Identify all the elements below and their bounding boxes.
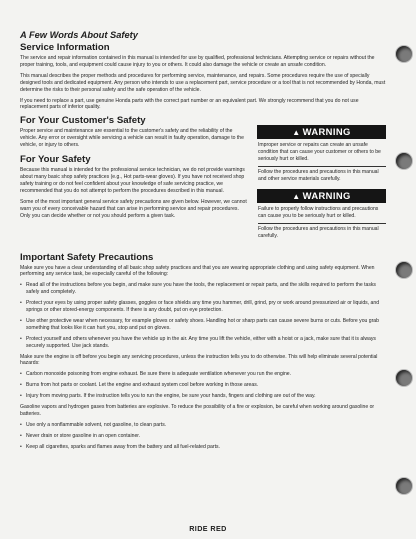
customer-safety-paragraph: Proper service and maintenance are essential to the customer's safety and the reliability of the vehicle. Any error or oversight while servicing a vehicle can result in faulty operation, damage to the vehicle, or injury to others. (20, 128, 244, 149)
warnings-column (257, 115, 386, 246)
list-item: • Carbon monoxide poisoning from engine exhaust. Be sure there is adequate ventilation whenever you run the engine. (20, 371, 386, 378)
section-heading-precautions: Important Safety Precautions (20, 251, 154, 263)
list-item: • Keep all cigarettes, sparks and flames away from the battery and all fuel-related parts. (20, 444, 386, 451)
precautions-intro: Make sure you have a clear understanding of all basic shop safety practices and that you are wearing appropriate clothing and using safety equipment. When performing any service task, be especially careful of the following: (20, 264, 375, 278)
safety-left-column (20, 115, 250, 246)
list-item: • Use only a nonflammable solvent, not gasoline, to clean parts. (20, 422, 386, 429)
binder-hole-icon (396, 153, 412, 169)
list-item: • Never drain or store gasoline in an open container. (20, 433, 386, 440)
your-safety-paragraph: Some of the most important general service safety precautions are given below. However, we cannot warn you of every conceivable hazard that can arise in performing service and repair procedures. Only you can decide whether or not you should perform a given task. (20, 198, 247, 219)
warning-text: Follow the procedures and precautions in this manual and other service materials carefully. (258, 166, 386, 183)
gasoline-note: Gasoline vapors and hydrogen gases from batteries are explosive. To reduce the possibility of a fire or explosion, be careful when working around gasoline or batteries. (20, 404, 375, 418)
page-content (20, 30, 386, 455)
service-info-paragraph: The service and repair information contained in this manual is intended for use by qualified, professional technicians. Attempting service or repairs without the proper training, tools, and equipment could cause injury to you or others. It could also damage the vehicle or create an unsafe condition. (20, 55, 375, 68)
warning-header (257, 189, 386, 203)
warning-text: Improper service or repairs can create an unsafe condition that can cause your customer or others to be seriously hurt or killed. (258, 142, 381, 162)
warning-text: Failure to properly follow instructions and precautions can cause you to be seriously hurt or killed. (258, 206, 379, 220)
list-item: • Protect yourself and others whenever you have the vehicle up in the air. Any time you lift the vehicle, either with a hoist or a jack, make sure that it is always securely supported. Use jack stands. (20, 336, 386, 350)
list-item: • Read all of the instructions before you begin, and make sure you have the tools, the replacement or repair parts, and the skills required to perform the tasks safely and completely. (20, 282, 386, 296)
warning-box (257, 125, 386, 182)
section-heading-service-info: Service Information (20, 42, 110, 53)
list-item: • Protect your eyes by using proper safety glasses, goggles or face shields any time you hammer, drill, grind, pry or work around pressurized air or liquids, and springs or other stored-energy components. If there is any doubt, put on eye protection. (20, 300, 386, 314)
warning-triangle-icon: ▲ (292, 128, 301, 138)
engine-hazard-list (20, 371, 386, 400)
your-safety-paragraph: Because this manual is intended for the professional service technician, we do not provide warnings about many basic shop safety practices (e.g., Hot parts-wear gloves). If you have not received shop safety training or do not feel confident about your knowledge of safe servicing practice, we recommended that you do not attempt to perform the procedures described in this manual. (20, 167, 245, 194)
engine-note: Make sure the engine is off before you begin any servicing procedures, unless the instruction tells you to do otherwise. This will help eliminate several potential hazards: (20, 353, 378, 367)
service-info-paragraph: If you need to replace a part, use genuine Honda parts with the correct part number or an equivalent part. We strongly recommend that you do not use replacement parts of inferior quality. (20, 97, 359, 111)
safety-two-column (20, 115, 386, 246)
precautions-list (20, 282, 386, 349)
warning-header (257, 125, 386, 139)
page-title: A Few Words About Safety (20, 30, 138, 40)
service-info-paragraph: This manual describes the proper methods and procedures for performing service, maintenance, and repairs. Some procedures require the use of specially designed tools and dedicated equipment. Any person who intends to use a replacement part, service procedure or a tool that is not recommended by Honda, must determine the risks to their personal safety and the safe operation of the vehicle. (20, 72, 386, 93)
binder-hole-icon (396, 370, 412, 386)
list-item: • Injury from moving parts. If the instruction tells you to run the engine, be sure your hands, fingers and clothing are out of the way. (20, 393, 386, 400)
warning-text: Follow the procedures and precautions in this manual carefully. (258, 223, 386, 240)
section-heading-customer-safety: For Your Customer's Safety (20, 115, 146, 127)
warning-label: WARNING (302, 190, 351, 202)
binder-hole-icon (396, 262, 412, 278)
binder-hole-icon (396, 478, 412, 494)
warning-label: WARNING (302, 126, 351, 138)
warning-triangle-icon: ▲ (292, 192, 301, 202)
warning-box (257, 189, 386, 239)
list-item: • Use other protective wear when necessary, for example gloves or safety shoes. Handling hot or sharp parts can cause severe burns or cuts. Before you grab something that looks like it can hurt you, stop and put on gloves. (20, 318, 386, 332)
gasoline-list (20, 422, 386, 451)
list-item: • Burns from hot parts or coolant. Let the engine and exhaust system cool before working in those areas. (20, 382, 386, 389)
binder-hole-icon (396, 46, 412, 62)
footer-brand: RIDE RED (189, 524, 227, 533)
section-heading-your-safety: For Your Safety (20, 154, 91, 166)
